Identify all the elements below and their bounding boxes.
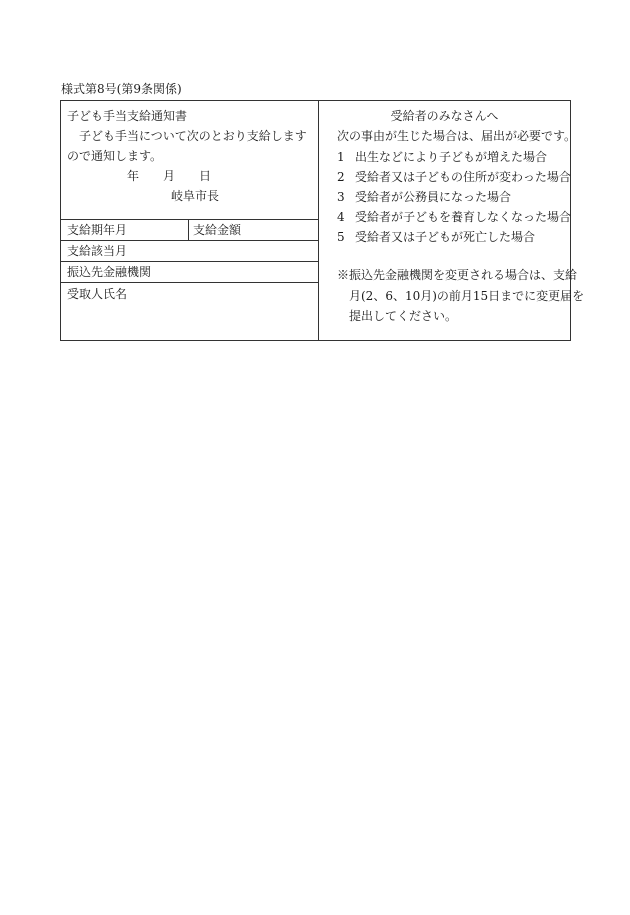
field-bank: 振込先金融機関 — [67, 265, 152, 279]
field-payment-period: 支給期年月 — [67, 223, 128, 237]
issuer-name: 岐阜市長 — [171, 189, 220, 203]
notice-body-line-2: ので通知します。 — [67, 149, 163, 163]
table-divider — [61, 282, 318, 283]
table-divider — [61, 261, 318, 262]
list-item-number: 1 — [337, 150, 345, 164]
list-item-text: 受給者又は子どもが死亡した場合 — [355, 230, 536, 244]
date-month-label: 月 — [163, 169, 176, 183]
recipient-heading: 受給者のみなさんへ — [390, 109, 499, 123]
bank-change-note-line-1: ※振込先金融機関を変更される場合は、支給 — [337, 268, 578, 282]
bank-change-note-line-2: 月(2、6、10月)の前月15日までに変更届を — [349, 289, 585, 303]
list-item-text: 受給者が公務員になった場合 — [355, 190, 512, 204]
field-applicable-month: 支給該当月 — [67, 244, 128, 258]
table-divider — [61, 219, 318, 220]
date-year-label: 年 — [127, 169, 140, 183]
form-number-label: 様式第8号(第9条関係) — [61, 82, 182, 96]
date-day-label: 日 — [199, 169, 212, 183]
field-recipient: 受取人氏名 — [67, 287, 128, 301]
field-payment-amount: 支給金額 — [193, 223, 242, 237]
notice-title: 子ども手当支給通知書 — [67, 109, 188, 123]
table-divider — [188, 219, 189, 240]
bank-change-note-line-3: 提出してください。 — [349, 309, 458, 323]
list-item-text: 受給者又は子どもの住所が変わった場合 — [355, 170, 571, 184]
list-item-text: 受給者が子どもを養育しなくなった場合 — [355, 210, 572, 224]
list-item-number: 4 — [337, 210, 345, 224]
list-item-number: 5 — [337, 230, 345, 244]
notice-section — [61, 101, 318, 340]
list-item-number: 3 — [337, 190, 345, 204]
notice-body-line-1: 子ども手当について次のとおり支給します — [67, 129, 307, 143]
notification-intro: 次の事由が生じた場合は、届出が必要です。 — [337, 129, 577, 143]
payment-notice-form — [60, 100, 585, 341]
list-item-number: 2 — [337, 170, 345, 184]
table-divider — [61, 240, 318, 241]
list-item-text: 出生などにより子どもが増えた場合 — [355, 150, 548, 164]
recipient-notice-section — [319, 101, 585, 340]
